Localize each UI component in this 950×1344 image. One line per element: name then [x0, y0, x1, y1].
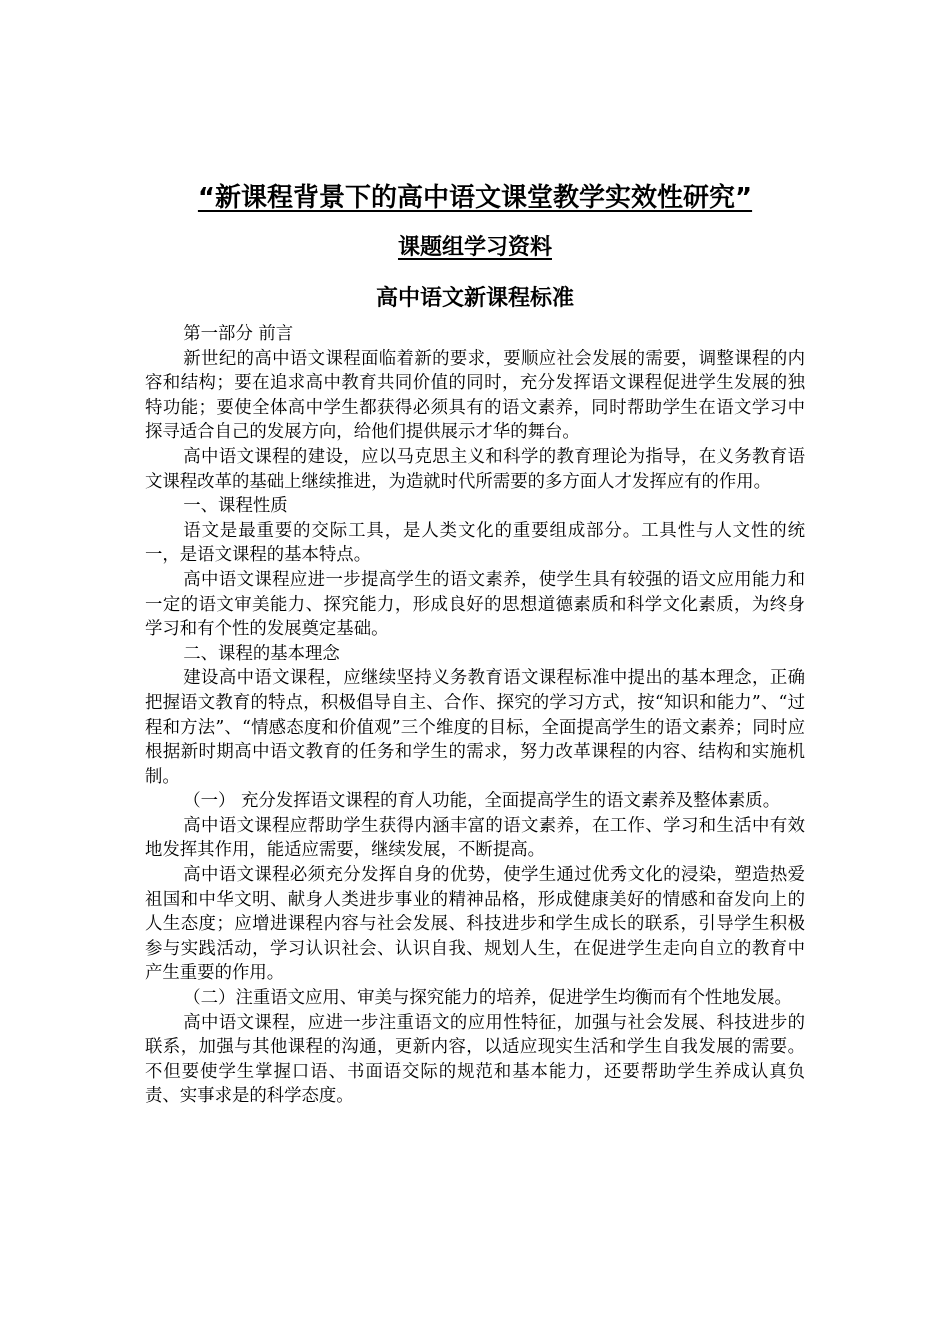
document-title: “新课程背景下的高中语文课堂教学实效性研究” — [197, 183, 753, 213]
paragraph: 高中语文课程的建设，应以马克思主义和科学的教育理论为指导，在义务教育语文课程改革的基础上继续推进，为造就时代所需要的多方面人才发挥应有的作用。 — [145, 446, 805, 492]
paragraph: 高中语文课程，应进一步注重语文的应用性特征，加强与社会发展、科技进步的联系，加强与其他课程的沟通，更新内容，以适应现实生活和学生自我发展的需要。不但要使学生掌握口语、书面语交际的规范和基本能力，还要帮助学生养成认真负责、实事求是的科学态度。 — [145, 1012, 805, 1107]
paragraph: 高中语文课程必须充分发挥自身的优势，使学生通过优秀文化的浸染，塑造热爱祖国和中华文明、献身人类进步事业的精神品格，形成健康美好的情感和奋发向上的人生态度；应增进课程内容与社会发展、科技进步和学生成长的联系，引导学生积极参与实践活动，学习认识社会、认识自我、规划人生，在促进学生走向自立的教育中产生重要的作用。 — [145, 865, 805, 984]
paragraph: 建设高中语文课程，应继续坚持义务教育语文课程标准中提出的基本理念，正确把握语文教育的特点，积极倡导自主、合作、探究的学习方式，按“知识和能力”、“过程和方法”、“情感态度和价值观”三个维度的目标，全面提高学生的语文素养；同时应根据新时期高中语文教育的任务和学生的需求，努力改革课程的内容、结构和实施机制。 — [145, 668, 805, 787]
paragraph: 高中语文课程应进一步提高学生的语文素养，使学生具有较强的语文应用能力和一定的语文审美能力、探究能力，形成良好的思想道德素质和科学文化素质，为终身学习和有个性的发展奠定基础。 — [145, 569, 805, 640]
paragraph: 语文是最重要的交际工具，是人类文化的重要组成部分。工具性与人文性的统一，是语文课程的基本特点。 — [145, 520, 805, 566]
document-body — [145, 322, 805, 1109]
sub-item-heading-1: （一） 充分发挥语文课程的育人功能，全面提高学生的语文素养及整体素质。 — [183, 791, 781, 812]
section-heading: 高中语文新课程标准 — [375, 286, 574, 311]
paragraph: 新世纪的高中语文课程面临着新的要求，要顺应社会发展的需要，调整课程的内容和结构；要在追求高中教育共同价值的同时，充分发挥语文课程促进学生发展的独特功能；要使全体高中学生都获得必须具有的语文素养，同时帮助学生在语文学习中探寻适合自己的发展方向，给他们提供展示才华的舞台。 — [145, 348, 805, 443]
paragraph: 高中语文课程应帮助学生获得内涵丰富的语文素养，在工作、学习和生活中有效地发挥其作用，能适应需要，继续发展，不断提高。 — [145, 815, 805, 861]
sub-item-heading-2: （二）注重语文应用、审美与探究能力的培养，促进学生均衡而有个性地发展。 — [183, 988, 792, 1009]
document-subtitle: 课题组学习资料 — [397, 235, 552, 260]
section-heading-basic-concepts: 二、课程的基本理念 — [183, 643, 340, 664]
part-heading: 第一部分 前言 — [183, 324, 294, 344]
section-heading-course-nature: 一、课程性质 — [183, 496, 288, 517]
